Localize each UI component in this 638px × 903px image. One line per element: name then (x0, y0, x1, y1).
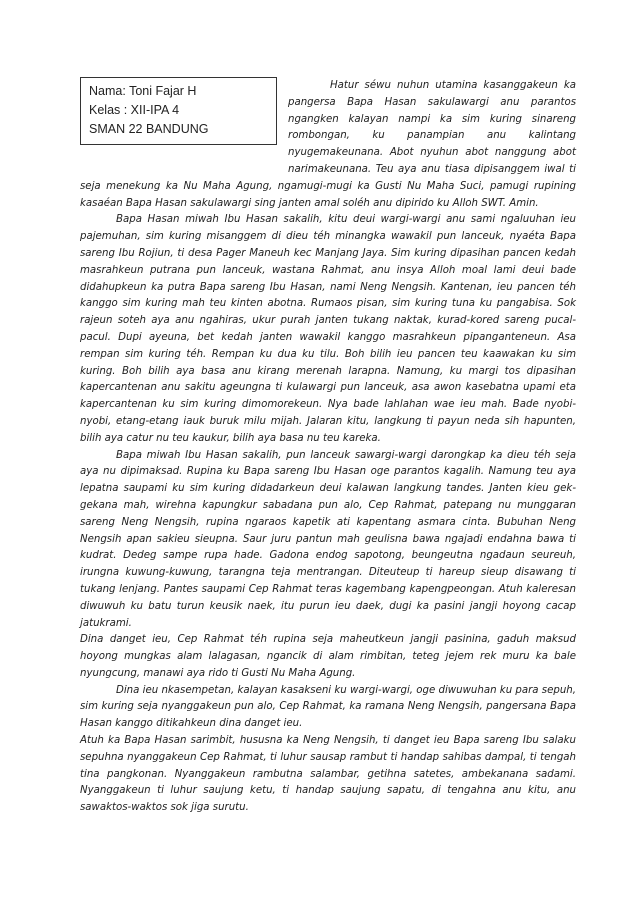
paragraph-3: Bapa miwah Ibu Hasan sakalih, pun lanceuk sawargi-wargi darongkap ka dieu téh seja aya nu dipimaksad. Rupina ku Bapa sareng Ibu Hasan oge parantos kagalih. Namung teu aya lepatna saupami ku sim kuring didadarkeun deui kalawan langkung tandes. Janten kieu gek-gekana mah, wirehna kapungkur sabadana pun alo, Cep Rahmat, patepang nu munggaran sareng Neng Nengsih, rupina ngaraos kapetik ati kapentang asmara cinta. Bubuhan Neng Nengsih apan sakieu sieupna. Saur juru pantun mah geulisna bawa ngajadi endahna bawa ti kudrat. Dedeg sampe rupa hade. Gadona endog sapotong, beungeutna ngadaun seureuh, irungna kuwung-kuwung, tarangna teja mentrangan. Diteuteup ti hareup sieup disawang ti tukang lenjang. Pantes saupami Cep Rahmat teras kagembang kapengpeongan. Atuh kaleresan diwuwuh ku batu turun keusik naek, itu purun ieu daek, dugi ka pasini jangji hoyong cacap jatukrami. (80, 449, 576, 629)
paragraph-4: Dina danget ieu, Cep Rahmat téh rupina seja maheutkeun jangji pasinina, gaduh maksud hoyong mungkas alam lalagasan, ngancik di alam rimbitan, teteg jejem rek muru ka bale nyungcung, manawi aya rido ti Gusti Nu Maha Agung. (80, 634, 576, 679)
student-name: Nama: Toni Fajar H (89, 84, 197, 98)
student-class: Kelas : XII-IPA 4 (89, 103, 180, 117)
student-school: SMAN 22 BANDUNG (89, 122, 209, 136)
document-body (80, 78, 576, 817)
paragraph-2: Bapa Hasan miwah Ibu Hasan sakalih, kitu deui wargi-wargi anu sami ngaluuhan ieu pajemuhan, sim kuring misanggem di dieu téh minangka wawakil pun lanceuk, nyaéta Bapa sareng Ibu Rojiun, ti desa Pager Maneuh kec Manjang Jaya. Sim kuring dipasihan pancen kedah masrahkeun putrana pun lanceuk, wastana Rahmat, anu insya Alloh moal lami deui bade didahupkeun ka putra Bapa sareng Ibu Hasan, nami Neng Nengsih. Kantenan, ieu pancen téh kanggo sim kuring mah teu kinten abotna. Rumaos pisan, sim kuring tuna ku pangabisa. Sok rajeun soteh aya anu ngahiras, ukur purah janten tukang naktak, kurad-kored sareng pucal-pacul. Dupi ayeuna, bet kedah janten wawakil kanggo masrahkeun pipanganteneun. Asa rempan sim kuring téh. Rempan ku dua ku tilu. Boh bilih ieu pancen teu kaawakan ku sim kuring. Boh bilih aya basa anu kirang merenah larapna. Namung, ku margi tos dipasihan kapercantenan anu sakitu ageungna ti kulawargi pun lanceuk, asa awon kasebatna upami eta kapercantenan ku sim kuring dimomorekeun. Nya bade lahlahan wae ieu mah. Bade nyobi-nyobi, etang-etang iauk buruk milu mijah. Jalaran kitu, langkung ti payun neda sih hapunten, bilih aya catur nu teu kaukur, bilih aya basa nu teu kareka. (80, 214, 576, 444)
paragraph-1: Hatur séwu nuhun utamina kasanggakeun ka pangersa Bapa Hasan sakulawargi anu parantos ngangken kalayan nampi ka sim kuring sinareng rombongan, ku panampian anu kalintang nyugemakeunana. Abot nyuhun abot nanggung abot narimakeunana. Teu aya anu tiasa dipisanggem iwal ti seja menekung ka Nu Maha Agung, ngamugi-mugi ka Gusti Nu Maha Suci, pamugi rupining kasaéan Bapa Hasan sakulawargi sing janten amal soléh anu dipirido ku Alloh SWT. Amin. (80, 80, 576, 209)
box-spacer (80, 78, 288, 162)
paragraph-6: Atuh ka Bapa Hasan sarimbit, hususna ka Neng Nengsih, ti danget ieu Bapa sareng Ibu salaku sepuhna nyanggakeun Cep Rahmat, ti luhur sausap rambut ti handap sahibas dampal, ti tengah tina pangkonan. Nyanggakeun rambutna salambar, getihna satetes, ambekanana sadami. Nyanggakeun ti luhur saujung ketu, ti handap saujung sapatu, di tengahna anu kitu, anu sawaktos-waktos sok jiga surutu. (80, 735, 576, 814)
paragraph-5: Dina ieu nkasempetan, kalayan kasakseni ku wargi-wargi, oge diwuwuhan ku para sepuh, sim kuring seja nyanggakeun pun alo, Cep Rahmat, ka ramana Neng Nengsih, pangersana Bapa Hasan kanggo ditikahkeun dina danget ieu. (80, 684, 576, 730)
